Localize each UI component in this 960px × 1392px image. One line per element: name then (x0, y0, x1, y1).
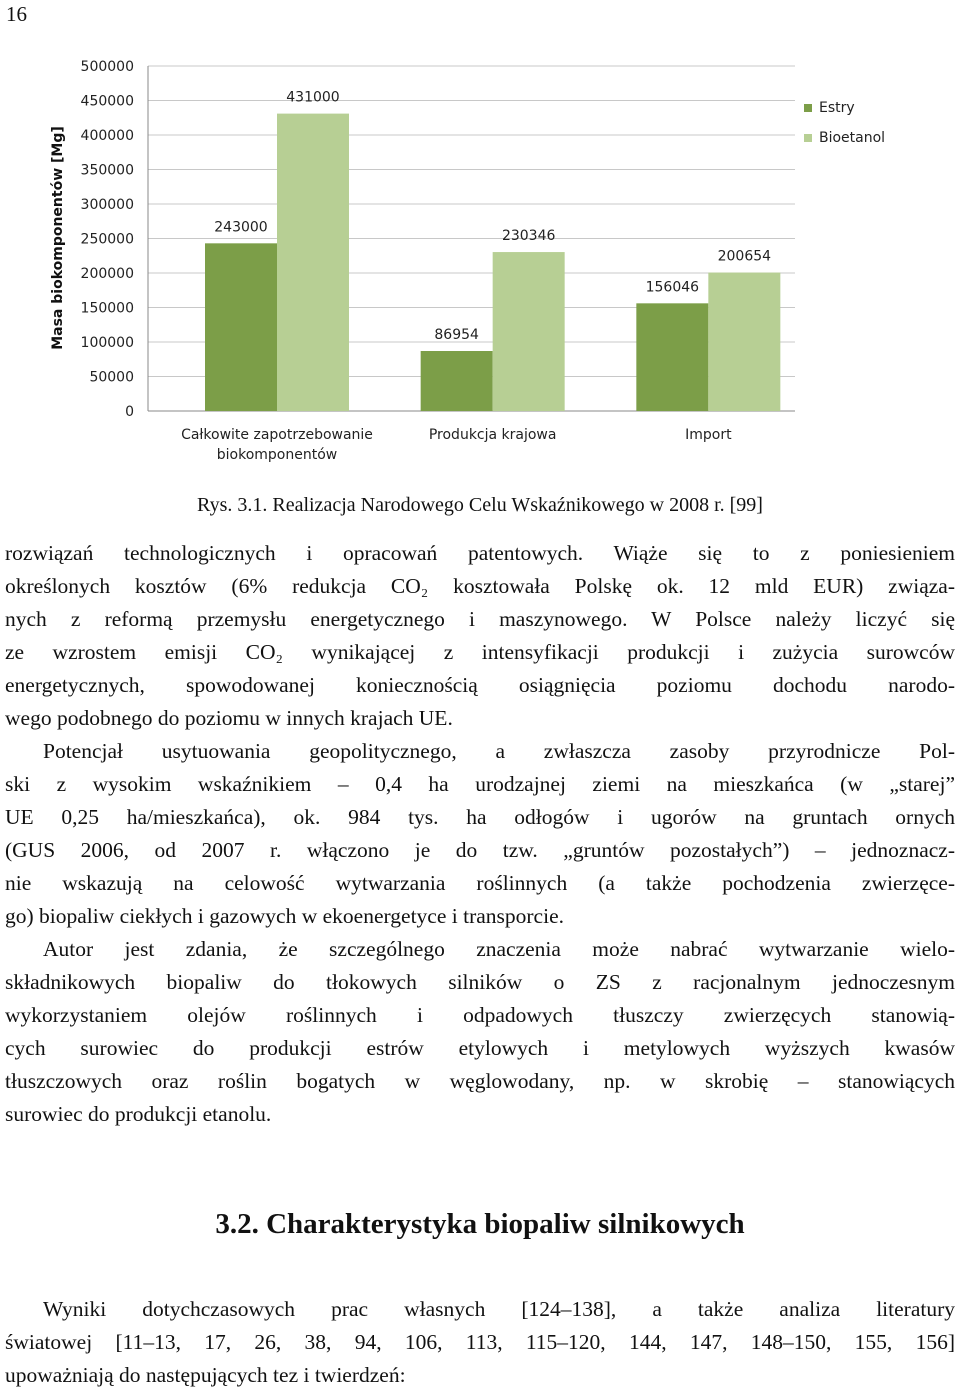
page-number: 16 (6, 2, 27, 26)
body-line: rozwiązań technologicznych i opracowań patentowych. Wiąże się to z poniesieniem (5, 541, 955, 565)
body-line: ze wzrostem emisji CO₂ wynikającej z intensyfikacji produkcji i zużycia surowców (5, 640, 955, 664)
legend-swatch (804, 104, 812, 112)
bar-estry (205, 243, 277, 411)
y-tick-label: 450000 (80, 93, 134, 110)
body-line: wykorzystaniem olejów roślinnych i odpadowych tłuszczy zwierzęcych stanowią- (5, 1003, 955, 1027)
bar-bioetanol (493, 252, 565, 411)
body-line: wego podobnego do poziomu w innych krajach UE. (5, 706, 453, 730)
body-line: cych surowiec do produkcji estrów etylowych i metylowych wyższych kwasów (5, 1036, 955, 1060)
y-tick-label: 150000 (80, 300, 134, 317)
y-tick-label: 500000 (80, 59, 134, 75)
data-label: 243000 (214, 219, 268, 236)
body-line: surowiec do produkcji etanolu. (5, 1102, 272, 1126)
body-line: Potencjał usytuowania geopolitycznego, a zwłaszcza zasoby przyrodnicze Pol- (43, 739, 955, 763)
body-line: (GUS 2006, od 2007 r. włączono je do tzw. „gruntów pozostałych”) – jednoznacz- (5, 838, 955, 862)
body-line: ski z wysokim wskaźnikiem – 0,4 ha urodzajnej ziemi na mieszkańca (w „starej” (5, 772, 955, 796)
legend-swatch (804, 134, 812, 142)
legend-entry: Bioetanol (819, 130, 886, 146)
y-tick-label: 250000 (80, 231, 134, 248)
y-tick-label: 0 (125, 404, 134, 420)
data-label: 230346 (501, 228, 556, 245)
figure-caption: Rys. 3.1. Realizacja Narodowego Celu Wskaźnikowego w 2008 r. [99] (197, 494, 763, 516)
body-line: Autor jest zdania, że szczególnego znaczenia może nabrać wytwarzanie wielo- (43, 937, 955, 961)
bar-bioetanol (277, 114, 349, 411)
data-label: 200654 (717, 248, 772, 265)
body-line: Wyniki dotychczasowych prac własnych [124–138], a także analiza literatury (43, 1297, 955, 1321)
legend-entry: Estry (819, 100, 855, 116)
body-line: nych z reformą przemysłu energetycznego i maszynowego. W Polsce należy liczyć się (5, 607, 955, 631)
body-line: UE 0,25 ha/mieszkańca), ok. 984 tys. ha odłogów i ugorów na gruntach ornych (5, 805, 955, 829)
body-line: energetycznych, spowodowanej koniecznością osiągnięcia poziomu dochodu narodo- (5, 673, 955, 697)
data-label: 86954 (434, 327, 479, 344)
x-tick-label: biokomponentów (216, 447, 338, 463)
body-line: nie wskazują na celowość wytwarzania roślinnych (a także pochodzenia zwierzęce- (5, 871, 955, 895)
x-tick-label: Import (685, 427, 732, 443)
data-label: 156046 (645, 279, 700, 296)
body-line: go) biopaliw ciekłych i gazowych w ekoenergetyce i transporcie. (5, 904, 564, 928)
body-line: światowej [11–13, 17, 26, 38, 94, 106, 113, 115–120, 144, 147, 148–150, 155, 156] (5, 1330, 955, 1354)
bar-estry (421, 351, 493, 411)
bar-bioetanol (708, 273, 780, 411)
y-tick-label: 200000 (80, 266, 134, 282)
y-tick-label: 50000 (89, 369, 134, 386)
body-line: upoważniają do następujących tez i twierdzeń: (5, 1363, 406, 1387)
y-tick-label: 350000 (80, 162, 134, 179)
bar-chart (0, 0, 960, 480)
x-tick-label: Produkcja krajowa (428, 427, 557, 443)
body-line: określonych kosztów (6% redukcja CO₂ kosztowała Polskę ok. 12 mld EUR) związa- (5, 574, 955, 598)
body-line: tłuszczowych oraz roślin bogatych w węglowodany, np. w skrobię – stanowiących (5, 1069, 955, 1093)
y-axis-title: Masa biokomponentów [Mg] (50, 126, 66, 350)
body-line: składnikowych biopaliw do tłokowych silników o ZS z racjonalnym jednoczesnym (5, 970, 955, 994)
y-tick-label: 400000 (80, 128, 134, 144)
x-tick-label: Całkowite zapotrzebowanie (181, 427, 373, 443)
y-tick-label: 100000 (80, 335, 134, 351)
section-heading: 3.2. Charakterystyka biopaliw silnikowych (215, 1208, 745, 1240)
bar-estry (636, 303, 708, 411)
y-tick-label: 300000 (80, 197, 134, 213)
data-label: 431000 (286, 89, 340, 106)
